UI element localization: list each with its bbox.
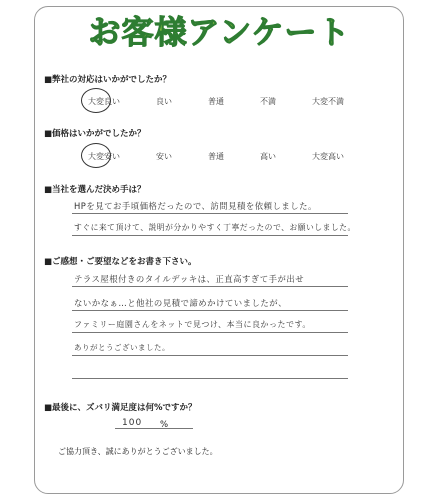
comment-line-1: テラス屋根付きのタイルデッキは、正直高すぎて手が出せ	[74, 274, 305, 284]
price-options	[86, 151, 346, 162]
service-option-5: 大変不満	[312, 97, 344, 106]
thanks-message: ご協力頂き、誠にありがとうございました。	[58, 447, 218, 456]
service-option-4: 不満	[260, 97, 276, 106]
price-option-3: 普通	[208, 152, 224, 161]
comment-line-2: ないかなぁ…と他社の見積で諦めかけていましたが、	[74, 298, 287, 308]
answer-line	[72, 213, 348, 214]
price-option-1: 大変安い	[86, 151, 122, 162]
comment-line-4: ありがとうございました。	[74, 343, 170, 352]
satisfaction-value: 100	[122, 418, 143, 428]
reason-answer-line-2: すぐに来て頂けて、説明が分かりやすく丁寧だったので、お願いしました。	[74, 223, 356, 232]
comment-line-3: ファミリー庭園さんをネットで見つけ、本当に良かったです。	[74, 320, 311, 329]
price-option-4: 高い	[260, 152, 276, 161]
service-options	[86, 96, 346, 107]
selected-circle	[81, 143, 111, 168]
service-option-2: 良い	[156, 97, 172, 106]
answer-line	[72, 286, 348, 287]
price-option-2: 安い	[156, 152, 172, 161]
answer-line	[72, 332, 348, 333]
satisfaction-line	[115, 428, 193, 429]
satisfaction-unit: %	[160, 420, 169, 430]
answer-line	[72, 378, 348, 379]
price-option-5: 大変高い	[312, 152, 344, 161]
answer-line	[72, 355, 348, 356]
selected-circle	[81, 88, 111, 113]
question-service: ■弊社の対応はいかがでしたか？	[44, 75, 172, 85]
question-satisfaction: ■最後に、ズバリ満足度は何%ですか？	[44, 403, 197, 413]
survey-title: お客様アンケート	[88, 13, 351, 51]
reason-answer-line-1: HPを見てお手頃価格だったので、訪問見積を依頼しました。	[74, 201, 317, 211]
service-option-3: 普通	[208, 97, 224, 106]
answer-line	[72, 310, 348, 311]
answer-line	[72, 235, 348, 236]
question-comments: ■ご感想・ご要望などをお書き下さい。	[44, 257, 197, 267]
question-price: ■価格はいかがでしたか？	[44, 129, 146, 139]
service-option-1: 大変良い	[86, 96, 122, 107]
question-reason: ■当社を選んだ決め手は？	[44, 185, 146, 195]
